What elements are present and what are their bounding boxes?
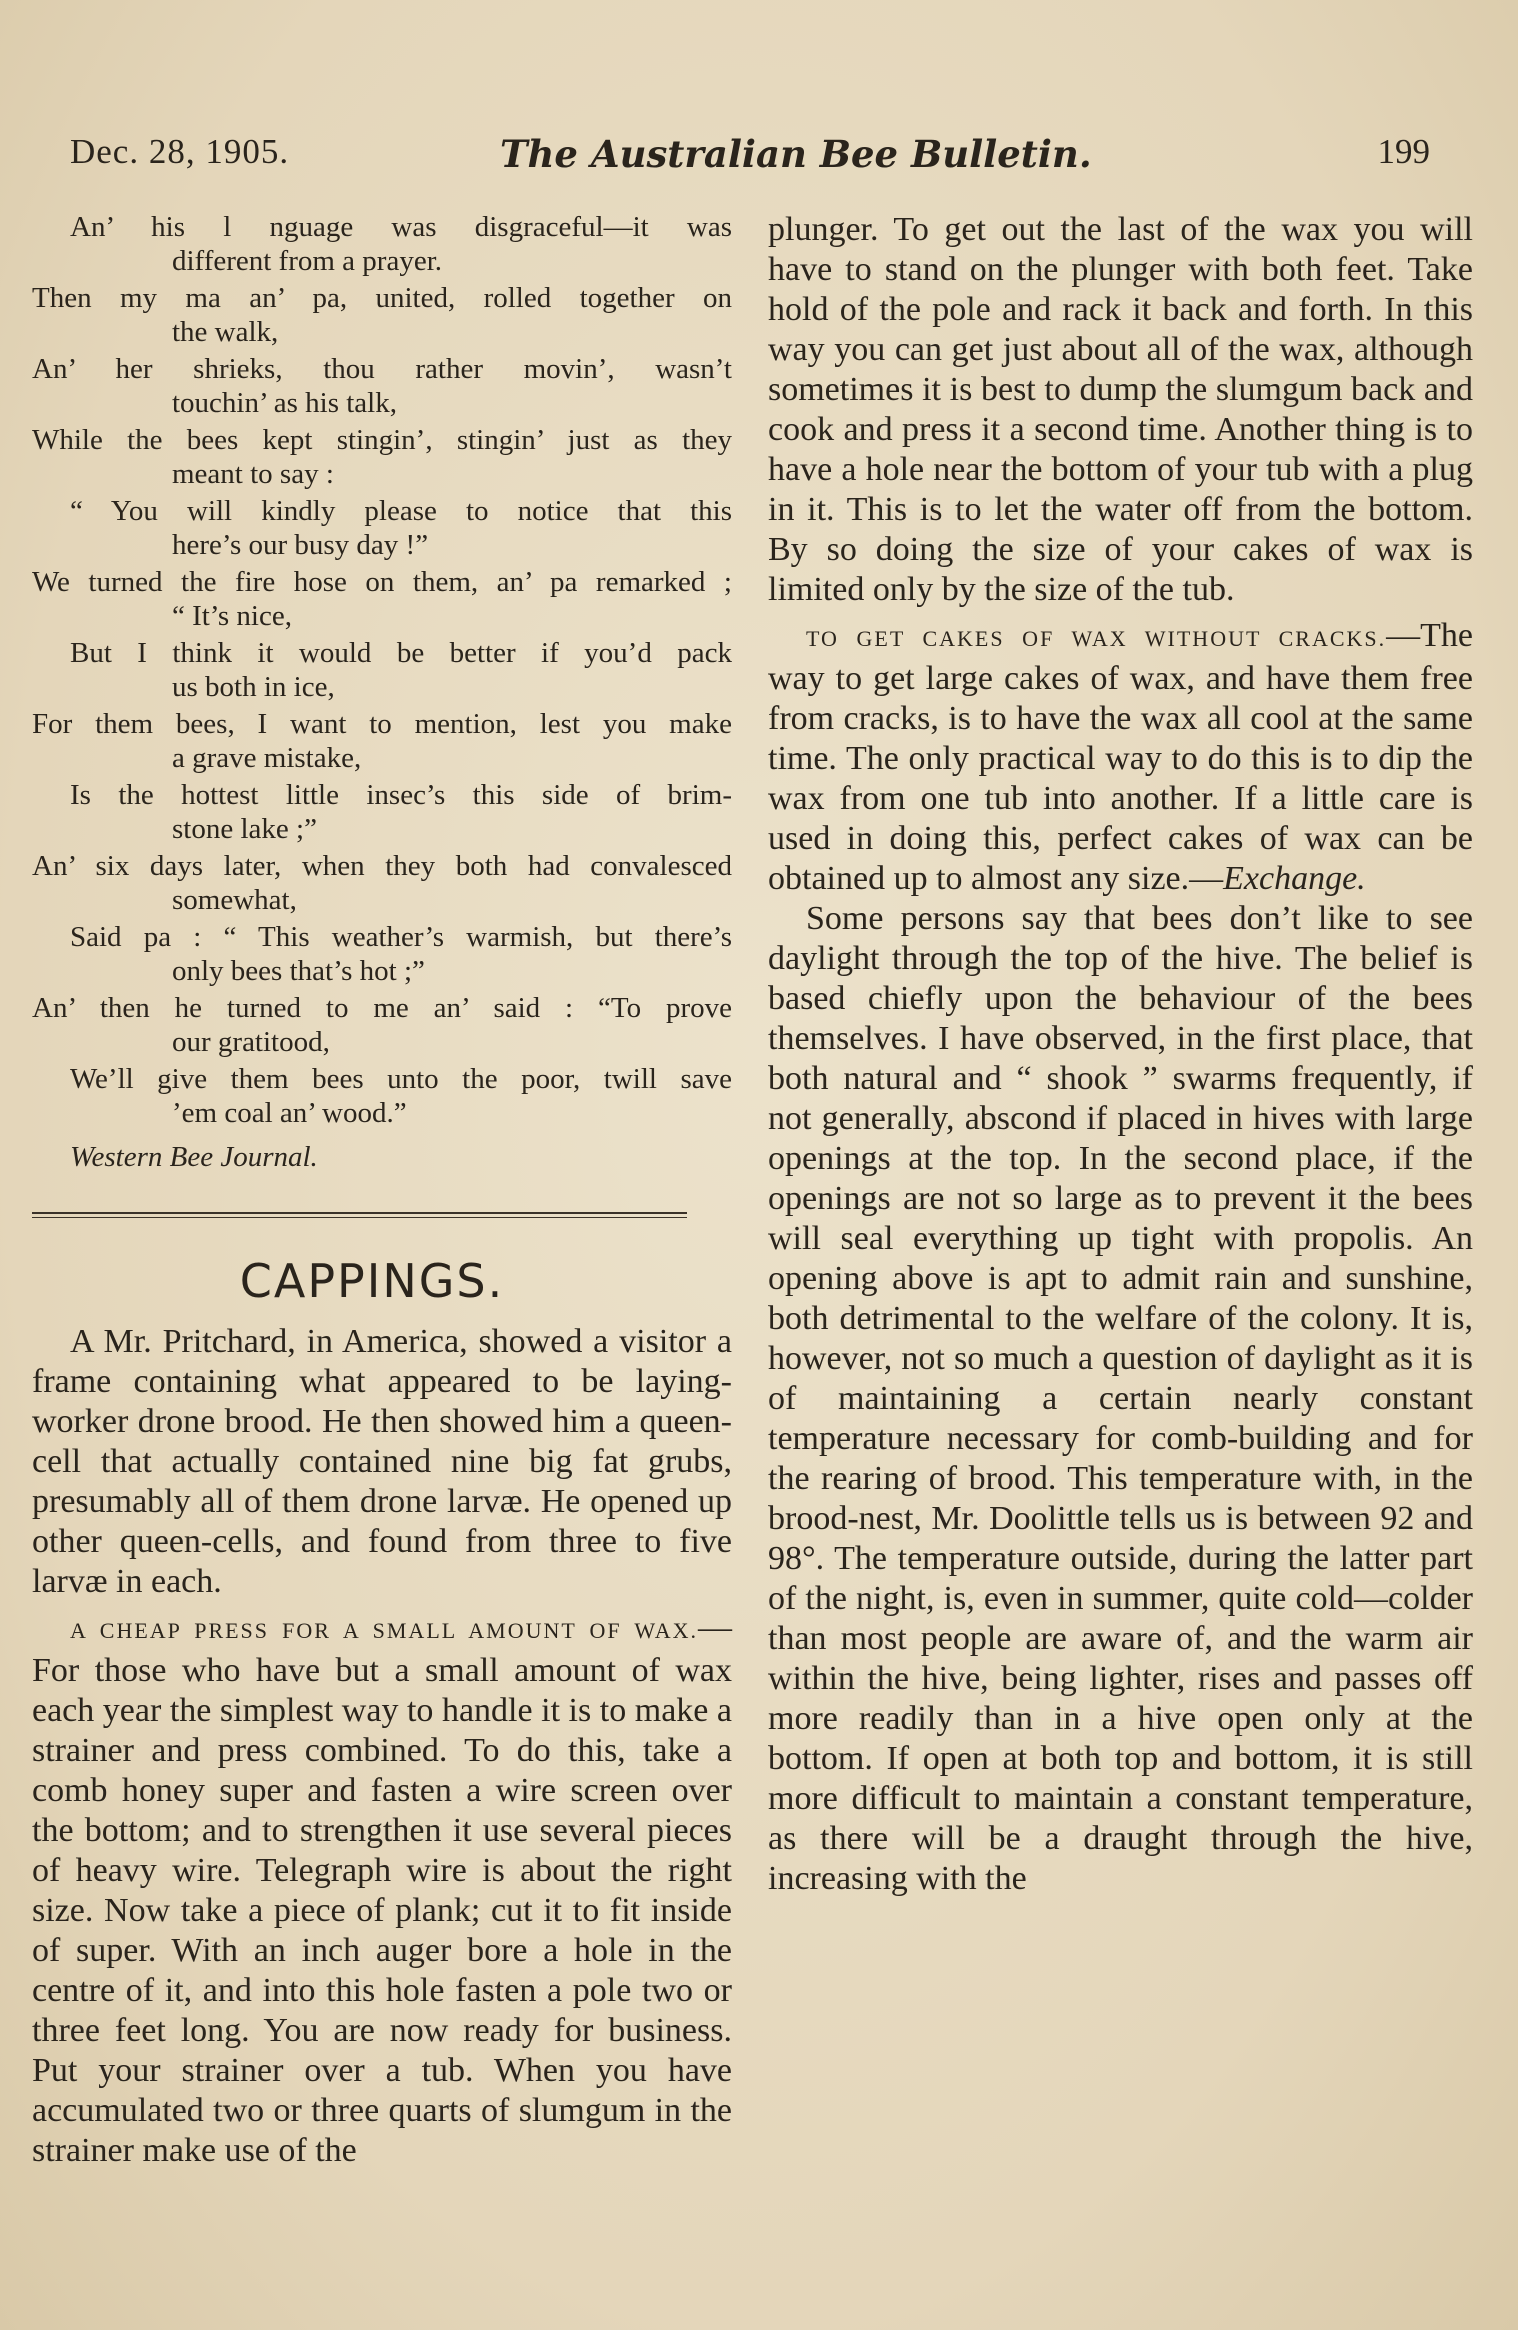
issue-date: Dec. 28, 1905. [70,132,290,171]
press-continuation: plunger. To get out the last of the wax you will have to stand on the plunger with both feet. Take hold of the pole and rack it back and forth. In this way you can get just about all of the wax, although sometimes it is best to dump the slumgum back and cook and press it a second time. Another thing is to have a hole near the bottom of your tub with a plug in it. This is to let the water off from the bottom. By so doing the size of your cakes of wax is limited only by the size of the tub. [768,211,1473,608]
poem-line: We’ll give them bees unto the poor, twill save [70,1063,732,1095]
press-article [32,1608,732,2171]
poem-line: We turned the fire hose on them, an’ pa remarked ; [32,566,732,598]
poem-line-continuation: somewhat, [172,884,297,916]
poem-line: But I think it would be better if you’d pack [70,637,732,669]
daylight-paragraph: Some persons say that bees don’t like to see daylight through the top of the hive. The belief is based chiefly upon the behaviour of the bees themselves. I have observed, in the first place, that both natural and “ shook ” swarms frequently, if not generally, abscond if placed in hives with large openings at the top. In the second place, if the openings are not so large as to prevent it the bees will seal everything up tight with propolis. An opening above is apt to admit rain and sunshine, both detrimental to the welfare of the colony. It is, however, not so much a question of daylight as it is of maintaining a certain nearly constant temperature necessary for comb-building and for the rearing of brood. This temperature with, in the brood-nest, Mr. Doolittle tells us is between 92 and 98°. The temperature outside, during the latter part of the night, is, even in summer, quite cold—colder than most people are aware of, and the warm air within the hive, being lighter, rises and passes off more readily than in a hive open only at the bottom. If open at both top and bottom, it is still more difficult to maintain a constant temperature, as there will be a draught through the hive, increasing with the [768,900,1473,1897]
page-header [70,132,1470,182]
poem-line: An’ six days later, when they both had convalesced [32,850,732,882]
poem-line: Said pa : “ This weather’s warmish, but there’s [70,921,732,953]
cracks-source: Exchange. [1223,860,1366,897]
poem-line: “ You will kindly please to notice that this [70,495,732,527]
poem-line-continuation: ’em coal an’ wood.” [172,1097,407,1129]
poem-line-continuation: a grave mistake, [172,742,362,774]
poem-line-continuation: the walk, [172,316,279,348]
cracks-text: —The way to get large cakes of wax, and have them free from cracks, is to have the wax all cool at the same time. The only practical way to do this is to dip the wax from one tub into another. If a little care is used in doing this, perfect cakes of wax can be obtained up to almost any size.— [768,617,1473,897]
poem-line-continuation: stone lake ;” [172,813,317,845]
pritchard-paragraph: A Mr. Pritchard, in America, showed a visitor a frame containing what appeared to be laying-worker drone brood. He then showed him a queen-cell that actually contained nine big fat grubs, presumably all of them drone larvæ. He opened up other queen-cells, and found from three to five larvæ in each. [32,1323,732,1600]
journal-title: The Australian Bee Bulletin. [500,132,1092,176]
poem-attribution: Western Bee Journal. [70,1141,318,1173]
poem-line-continuation: here’s our busy day !” [172,529,429,561]
cracks-heading: TO GET CAKES OF WAX WITHOUT CRACKS. [806,626,1387,651]
poem-line: An’ her shrieks, thou rather movin’, wasn’t [32,353,732,385]
poem-line: An’ then he turned to me an’ said : “To prove [32,992,732,1024]
poem-line-continuation: only bees that’s hot ;” [172,955,425,987]
cracks-article [768,616,1473,899]
right-column [768,210,1473,1899]
left-column [32,210,732,2171]
poem-line: For them bees, I want to mention, lest you make [32,708,732,740]
page-number: 199 [1377,132,1430,171]
poem-line-continuation: us both in ice, [172,671,335,703]
press-text: —For those who have but a small amount of wax each year the simplest way to handle it is to make a strainer and press combined. To do this, take a comb honey super and fasten a wire screen over the bottom; and to strengthen it use several pieces of heavy wire. Telegraph wire is about the right size. Now take a piece of plank; cut it to fit inside of super. With an inch auger bore a hole in the centre of it, and into this hole fasten a pole two or three feet long. You are now ready for business. Put your strainer over a tub. When you have accumulated two or three quarts of slumgum in the strainer make use of the [32,1609,732,2169]
section-title: CAPPINGS. [239,1254,505,1308]
poem-line-continuation: “ It’s nice, [172,600,292,632]
poem-line-continuation: our gratitood, [172,1026,330,1058]
section-divider [32,1212,687,1218]
press-heading: A CHEAP PRESS FOR A SMALL AMOUNT OF WAX. [70,1618,698,1643]
poem-line-continuation: different from a prayer. [172,245,443,277]
poem-line-continuation: meant to say : [172,458,334,490]
poem-line: An’ his l nguage was disgraceful—it was [70,211,732,243]
poem-line: Then my ma an’ pa, united, rolled together on [32,282,732,314]
poem-line: Is the hottest little insec’s this side of brim- [70,779,732,811]
poem-line: While the bees kept stingin’, stingin’ just as they [32,424,732,456]
poem-line-continuation: touchin’ as his talk, [172,387,397,419]
poem [32,210,732,1130]
